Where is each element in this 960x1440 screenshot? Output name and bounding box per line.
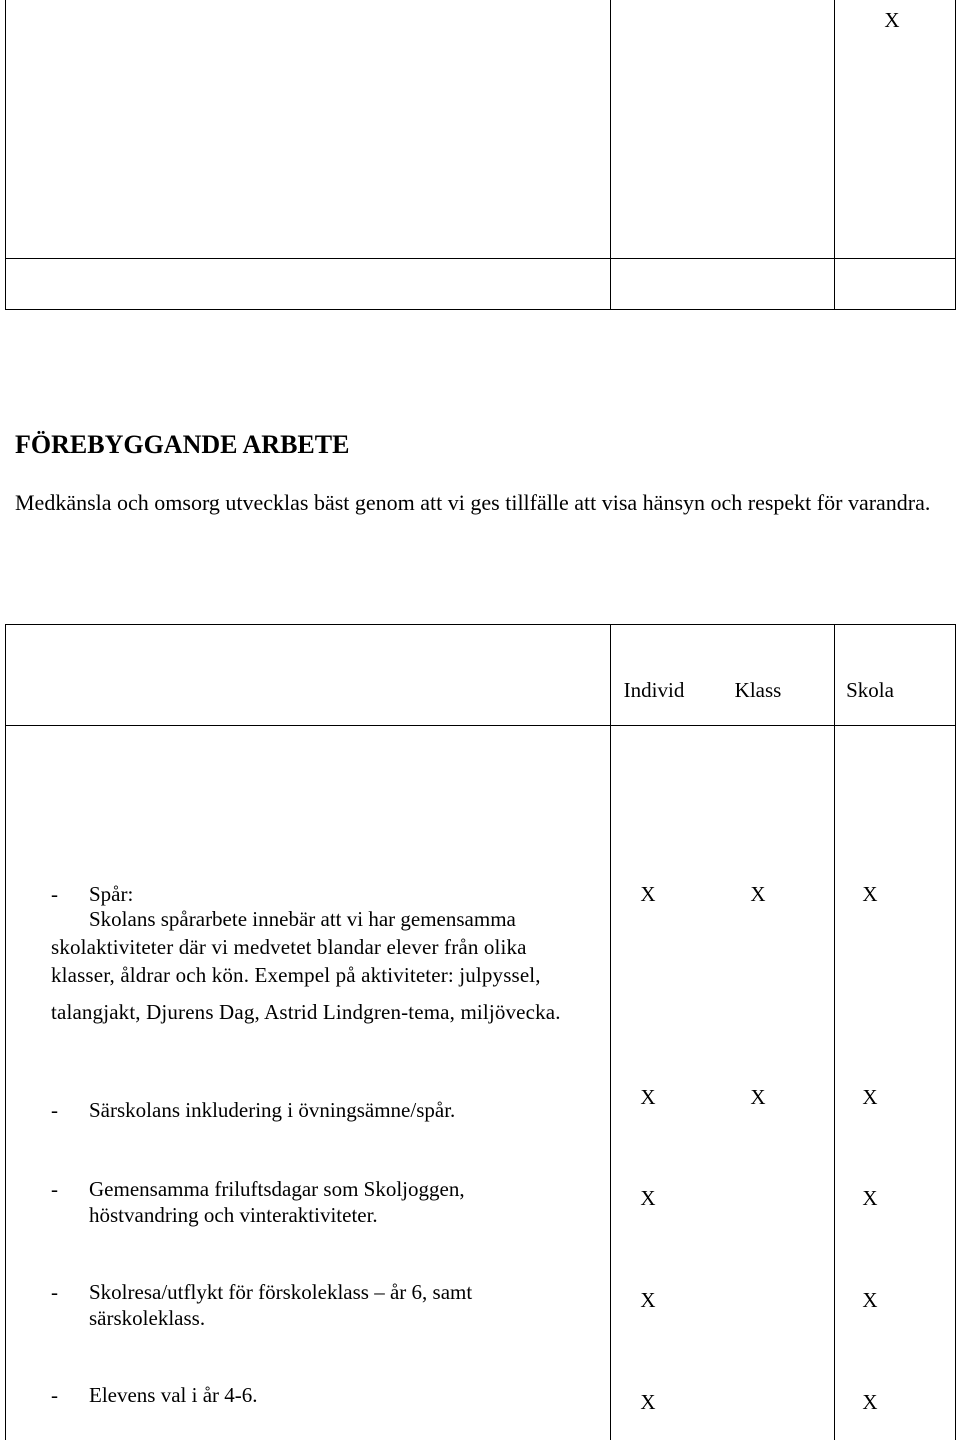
- mark-skola: X: [862, 1288, 878, 1312]
- row-text-line: särskoleklass.: [89, 1306, 206, 1330]
- top-table-divider-1: [610, 0, 611, 310]
- row-dash: -: [51, 1383, 58, 1407]
- mark-skola: X: [862, 1085, 878, 1109]
- mark-individ: X: [640, 882, 656, 906]
- top-table-bottom-border: [5, 309, 956, 310]
- row-text-line: Gemensamma friluftsdagar som Skoljoggen,: [89, 1177, 465, 1201]
- intro-paragraph: Medkänsla och omsorg utvecklas bäst genom att vi ges tillfälle att visa hänsyn och respekt för varandra.: [15, 490, 931, 515]
- row-text-line: Särskolans inkludering i övningsämne/spår.: [89, 1098, 456, 1122]
- top-table-left-border: [5, 0, 6, 310]
- mark-klass: X: [750, 882, 766, 906]
- mark-skola: X: [862, 882, 878, 906]
- mark-individ: X: [640, 1390, 656, 1414]
- row-text-line: höstvandring och vinteraktiviteter.: [89, 1203, 378, 1227]
- top-table-right-border: [955, 0, 956, 310]
- row-text-line: skolaktiviteter där vi medvetet blandar elever från olika: [51, 935, 527, 959]
- row-dash: -: [51, 1177, 58, 1201]
- mark-skola: X: [862, 1390, 878, 1414]
- header-individ: Individ: [623, 678, 685, 702]
- row-text-line: Elevens val i år 4-6.: [89, 1383, 258, 1407]
- table-top-border: [5, 624, 956, 625]
- table-col-divider-1: [610, 624, 611, 1440]
- top-table-mark: X: [884, 8, 900, 32]
- top-table-divider-2: [834, 0, 835, 310]
- mark-individ: X: [640, 1288, 656, 1312]
- table-col-divider-2: [834, 624, 835, 1440]
- mark-skola: X: [862, 1186, 878, 1210]
- mark-individ: X: [640, 1085, 656, 1109]
- row-text-line: klasser, åldrar och kön. Exempel på aktiviteter: julpyssel,: [51, 963, 541, 987]
- mark-klass: X: [750, 1085, 766, 1109]
- section-heading: FÖREBYGGANDE ARBETE: [15, 430, 350, 459]
- row-text-line: Skolresa/utflykt för förskoleklass – år 6, samt: [89, 1280, 473, 1304]
- header-skola: Skola: [846, 678, 894, 702]
- mark-individ: X: [640, 1186, 656, 1210]
- row-dash: -: [51, 1098, 58, 1122]
- row-text-line: Skolans spårarbete innebär att vi har gemensamma: [89, 907, 516, 931]
- top-table-row-line: [5, 258, 956, 259]
- table-left-border: [5, 624, 6, 1440]
- row-title: Spår:: [89, 882, 134, 906]
- row-dash: -: [51, 882, 58, 906]
- table-right-border: [955, 624, 956, 1440]
- header-klass: Klass: [734, 678, 782, 702]
- table-header-line: [5, 725, 956, 726]
- row-text-line: talangjakt, Djurens Dag, Astrid Lindgren-tema, miljövecka.: [51, 1000, 561, 1024]
- row-dash: -: [51, 1280, 58, 1304]
